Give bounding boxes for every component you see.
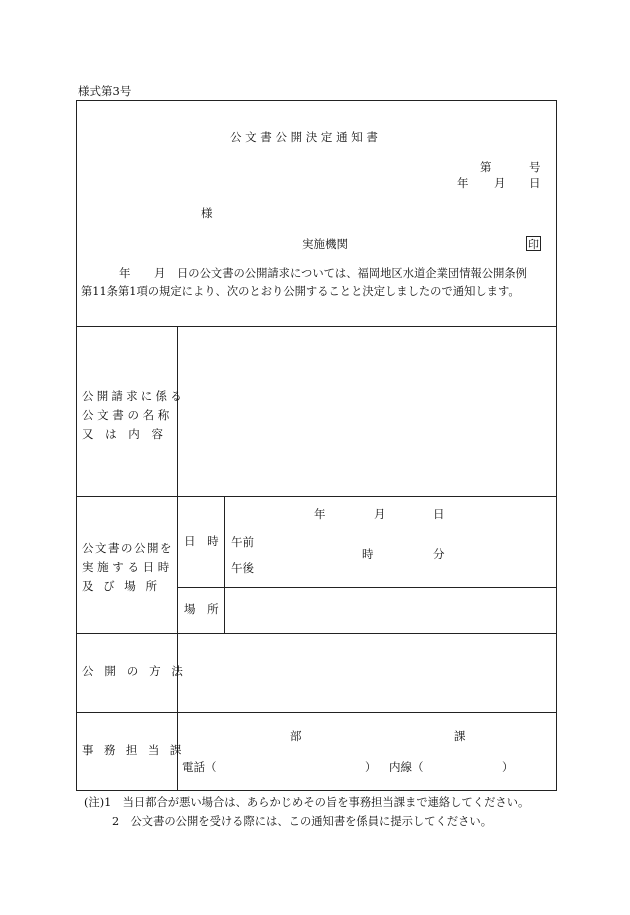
- contact-extension: 内線（: [389, 760, 424, 774]
- row-divider-3: [76, 633, 557, 634]
- am-option[interactable]: 午前: [231, 535, 254, 549]
- note-1: (注)1 当日都合が悪い場合は、あらかじめその旨を事務担当課まで連絡してください。: [84, 796, 530, 809]
- pm-option[interactable]: 午後: [231, 561, 254, 575]
- contact-bu: 部: [290, 729, 302, 743]
- agency-label: 実施機関: [302, 237, 348, 251]
- body-year: 年: [119, 266, 131, 280]
- schedule-minute: 分: [433, 547, 445, 561]
- contact-phone: 電話（: [182, 760, 217, 774]
- date-day: 日: [529, 176, 541, 190]
- method-field[interactable]: [179, 635, 555, 710]
- row-divider-1: [76, 326, 557, 327]
- number-dai: 第: [480, 160, 492, 174]
- schedule-label: 公文書の公開を 実 施 す る 日 時 及 び 場 所: [82, 541, 173, 593]
- body-line-2: 第11条第1項の規定により、次のとおり公開することと決定しましたので通知します。: [81, 285, 520, 298]
- row-divider-2: [76, 496, 557, 497]
- schedule-month: 月: [374, 507, 386, 521]
- contact-phone-close: ）: [365, 760, 377, 774]
- schedule-hour: 時: [362, 547, 374, 561]
- contact-ka: 課: [454, 729, 466, 743]
- note-2: 2 公文書の公開を受ける際には、この通知書を係員に提示してください。: [112, 815, 492, 828]
- schedule-subrow-divider: [177, 587, 557, 588]
- contact-extension-close: ）: [502, 760, 514, 774]
- seal-mark: 印: [528, 237, 539, 251]
- number-go: 号: [529, 160, 541, 174]
- subject-content-field[interactable]: [179, 328, 555, 494]
- document-title: 公 文 書 公 開 決 定 通 知 書: [230, 130, 378, 144]
- row-divider-4: [76, 712, 557, 713]
- date-year: 年: [457, 176, 469, 190]
- addressee-suffix: 様: [201, 206, 213, 220]
- subject-label: 公開請求に係る 公 文 書 の 名 称 又 は 内 容: [82, 389, 185, 441]
- body-month: 月: [154, 266, 166, 280]
- form-number: 様式第3号: [78, 84, 132, 98]
- datetime-label: 日 時: [184, 534, 223, 548]
- body-line-1: 日の公文書の公開請求については、福岡地区水道企業団情報公開条例: [177, 267, 527, 280]
- schedule-year: 年: [314, 507, 326, 521]
- place-field[interactable]: [226, 589, 555, 631]
- schedule-subcolumn-divider: [224, 496, 225, 633]
- contact-label: 事 務 担 当 課: [82, 743, 185, 757]
- date-month: 月: [494, 176, 506, 190]
- schedule-day: 日: [433, 507, 445, 521]
- place-label: 場 所: [184, 602, 223, 616]
- method-label: 公 開 の 方 法: [82, 664, 187, 678]
